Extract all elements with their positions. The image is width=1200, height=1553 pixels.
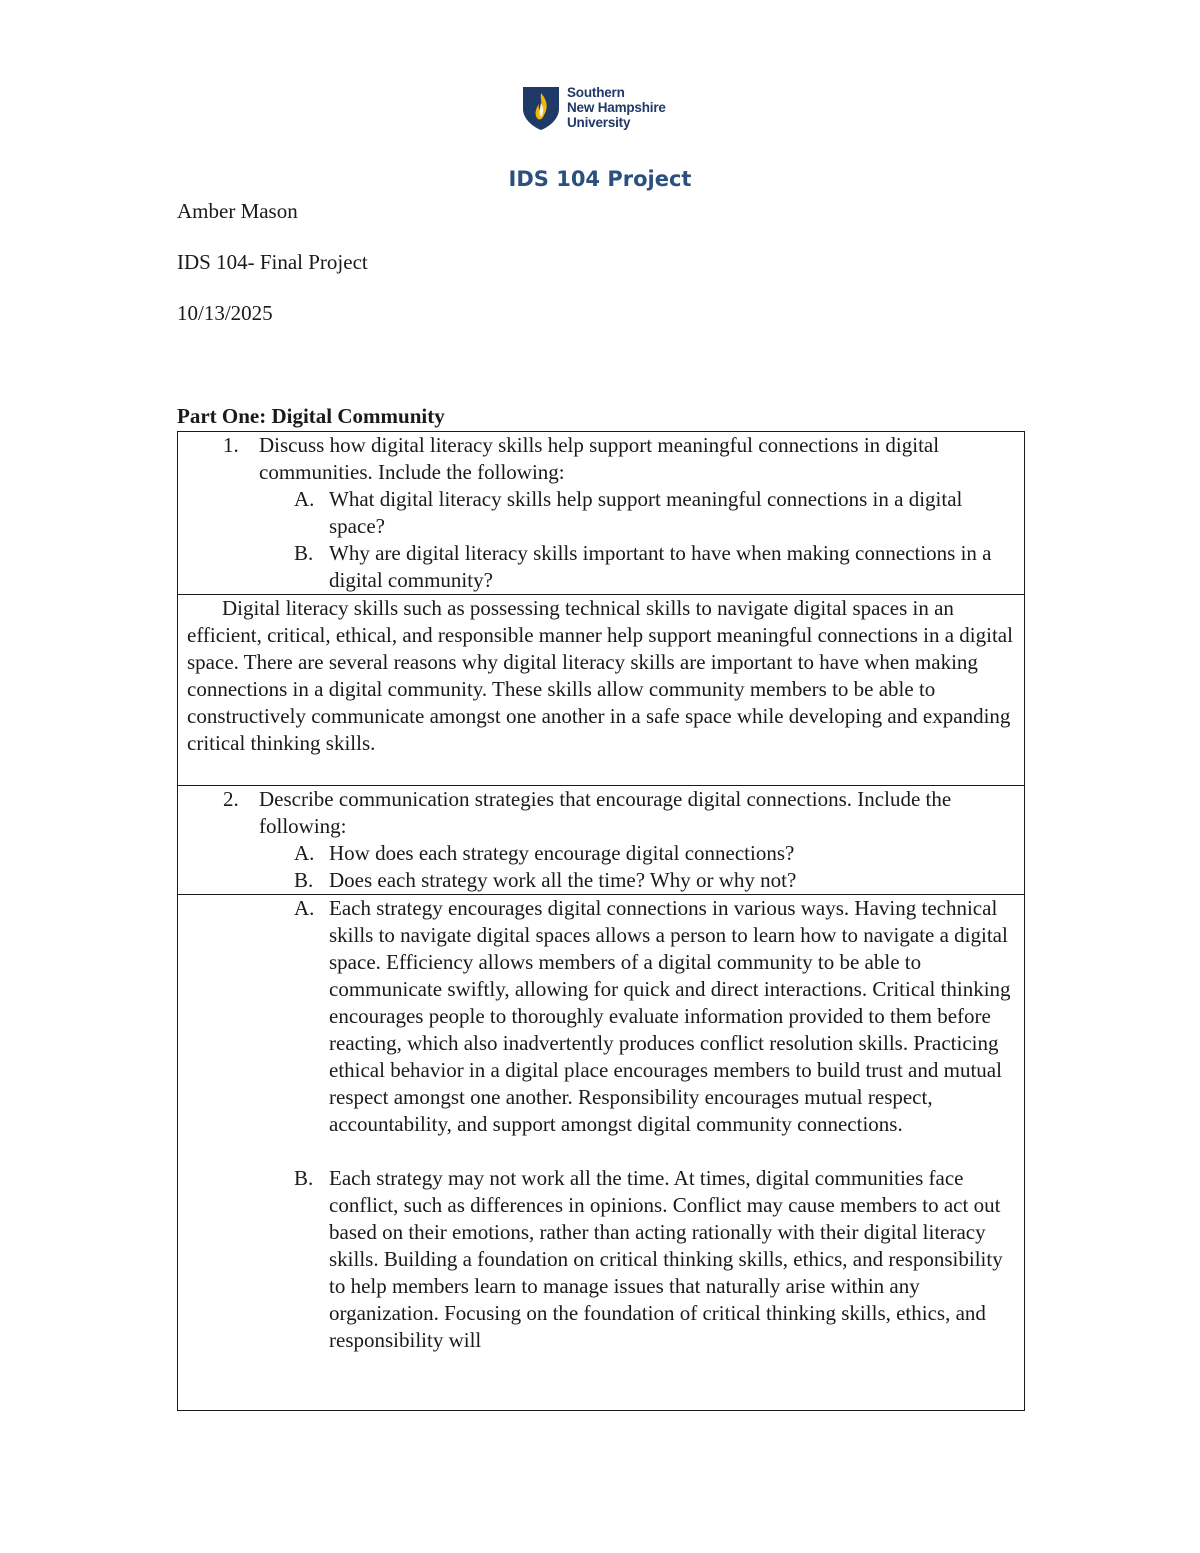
answer-letter: B.: [294, 1166, 314, 1190]
logo-line-3: University: [567, 115, 631, 130]
answer-text: Each strategy encourages digital connections in various ways. Having technical skills to navigate digital spaces allows a person to learn how to navigate a digital space. Efficiency allows members of a digital community to be able to communicate swiftly, allowing for quick and direct interactions. Critical thinking encourages people to thoroughly evaluate information provided to them before reacting, which also inadvertently produces conflict resolution skills. Practicing ethical behavior in a digital place encourages members to build trust and mutual respect amongst one another. Responsibility encourages mutual respect, accountability, and support amongst digital community connections.: [329, 896, 1011, 1136]
question-1-number: 1.: [223, 433, 239, 457]
question-1-prompt: [178, 432, 1024, 486]
course-name: IDS 104- Final Project: [177, 250, 368, 274]
sub-text: How does each strategy encourage digital connections?: [329, 841, 795, 865]
university-logo: [521, 85, 691, 133]
answer-1-text: Digital literacy skills such as possessing technical skills to navigate digital spaces in an efficient, critical, ethical, and responsible manner help support meaningful connections in a digital space. There are several reasons why digital literacy skills are important to have when making connections in a digital community. These skills allow community members to be able to constructively communicate amongst one another in a safe space while developing and expanding critical thinking skills.: [187, 596, 1013, 755]
answer-2-part-b: [178, 1165, 1024, 1354]
question-2-prompt: [178, 786, 1024, 840]
logo-line-1: Southern: [567, 85, 625, 100]
question-2-text: Describe communication strategies that encourage digital connections. Include the following:: [259, 787, 952, 838]
sub-letter: B.: [294, 541, 314, 565]
sub-text: Why are digital literacy skills important to have when making connections in a digital community?: [329, 541, 992, 592]
flame-shield-icon: [521, 85, 561, 131]
document-title: IDS 104 Project: [508, 167, 692, 191]
question-2-cell: [178, 786, 1025, 895]
sub-letter: B.: [294, 868, 314, 892]
part-one-heading: Part One: Digital Community: [177, 404, 445, 428]
sub-letter: A.: [294, 841, 315, 865]
sub-letter: A.: [294, 487, 315, 511]
answer-letter: A.: [294, 896, 315, 920]
answer-1-cell: [178, 595, 1025, 786]
answer-text: Each strategy may not work all the time. At times, digital communities face conflict, such as differences in opinions. Conflict may cause members to act out based on their emotions, rather than acting rationally with their digital literacy skills. Building a foundation on critical thinking skills, ethics, and responsibility to help members learn to manage issues that naturally arise within any organization. Focusing on the foundation of critical thinking skills, ethics, and responsibility will: [329, 1166, 1003, 1352]
document-date: 10/13/2025: [177, 301, 273, 325]
sub-text: Does each strategy work all the time? Why or why not?: [329, 868, 797, 892]
answer-2-cell: [178, 895, 1025, 1411]
sub-text: What digital literacy skills help support meaningful connections in a digital space?: [329, 487, 963, 538]
logo-line-2: New Hampshire: [567, 100, 666, 115]
question-1-cell: [178, 432, 1025, 595]
answer-2-part-a: [178, 895, 1024, 1138]
question-1-sub-b: [178, 540, 1024, 594]
question-2-number: 2.: [223, 787, 239, 811]
question-1-text: Discuss how digital literacy skills help support meaningful connections in digital communities. Include the following:: [259, 433, 940, 484]
question-2-sub-a: [178, 840, 1024, 867]
author-name: Amber Mason: [177, 199, 298, 223]
question-2-sub-b: [178, 867, 1024, 894]
logo-wordmark: [567, 85, 666, 130]
question-1-sub-a: [178, 486, 1024, 540]
questions-table: [177, 431, 1025, 1411]
